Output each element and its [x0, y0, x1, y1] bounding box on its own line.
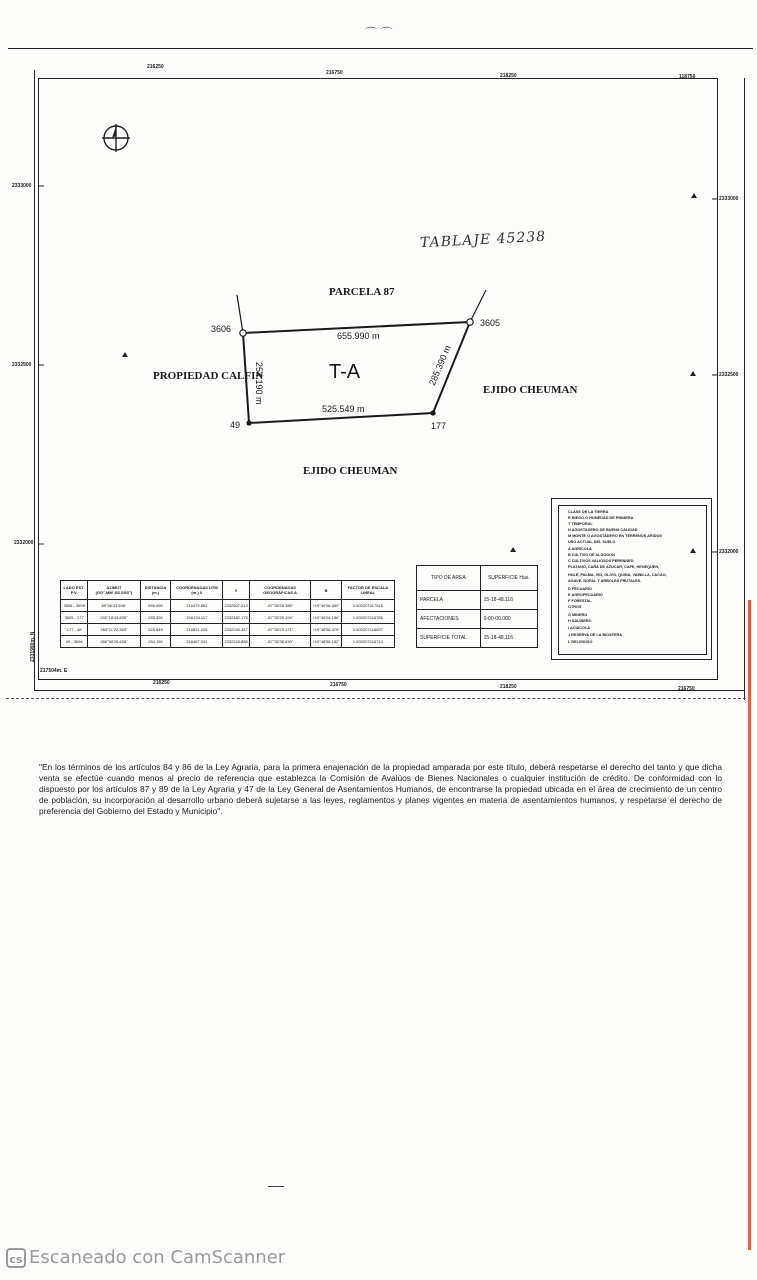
table-cell: 15-18-48.116 [480, 629, 537, 648]
table-cell: 356°58'26.628" [88, 636, 140, 648]
legend-line: OTROS [568, 605, 582, 609]
bottom-tick-label: 216750 [678, 686, 695, 692]
table-cell: 49 - 3606 [61, 636, 88, 648]
top-tick-label: 118750 [679, 74, 696, 80]
corner-coordinate-label: 217504m. E [40, 668, 68, 674]
right-tick-label: 2332500 [719, 372, 739, 378]
legend-line: AGAVE, NOPAL Y ARBOLES FRUTALES. [568, 579, 642, 583]
legend-inner-frame [558, 505, 707, 655]
table-cell: 2332507.013 [223, 600, 249, 612]
vertex-label-sw: 49 [230, 420, 241, 430]
area-label: T-A [329, 361, 361, 383]
side-length-east: 285.390 m [427, 343, 453, 387]
legend-line: H AGOSTADERO DE BUENA CALIDAD [568, 528, 638, 532]
legal-paragraph: "En los términos de los artículos 84 y 86 de la Ley Agraria, para la primera enajenación de la propiedad amparada por este título, deberá respetarse el derecho del tanto y que dicha venta se efectúe cuando menos al precio de referencia que establezca la Comisión de Avalúos de Bienes Nacionales o cualquier institución de crédito. De conformidad con lo dispuesto por los artículos 87 y 89 de la Ley Agraria y 47 de la Ley General de Asentamientos Humanos, de encontrarse la propiedad ubicada en el área de crecimiento de un centro de población, su incorporación al desarrollo urbano deberá sujetarse a las leyes, reglamentos y planes vigentes en materia de asentamientos humanos, y respetarse el derecho de preferencia del Gobierno del Estado y Municipio". [39, 762, 722, 816]
top-tick-label: 216750 [326, 70, 343, 76]
table-header-row [61, 581, 395, 600]
bottom-tick-label: 216750 [330, 682, 347, 688]
table-header: SUPERFICIE Has. [480, 566, 537, 591]
table-cell: 89°56'43.598" [88, 600, 140, 612]
legend-line: HULE, PALMA, VID, OLIVO, QUINA, VAINILLA, CACAO, [568, 573, 667, 577]
table-cell: 216134.117 [171, 612, 223, 624]
vertex-label-se: 177 [431, 421, 447, 431]
land-use-legend [551, 498, 712, 660]
legend-line: B CULTIVO DE ALGODON [568, 553, 615, 557]
table-cell: 2332240.447 [223, 624, 249, 636]
table-cell: +19°48'56.475" [311, 624, 341, 636]
table-cell: 1.000207416714 [341, 636, 394, 648]
table-cell: 525.549 [140, 624, 171, 636]
legend-line: F FORESTAL [568, 599, 592, 603]
table-header: Y [223, 581, 249, 600]
table-cell: -87°35'28.386" [249, 600, 311, 612]
left-tick-label: 2332000 [14, 540, 34, 546]
right-tick-label: 2332000 [719, 549, 739, 555]
table-cell: -87°35'23.171" [249, 624, 311, 636]
vertex-label-nw: 3606 [211, 324, 232, 334]
table-cell: 285.390 [140, 612, 171, 624]
legend-line: G MINERO [568, 613, 588, 617]
bottom-tick-label: 216250 [153, 680, 170, 686]
table-header-row [417, 566, 538, 591]
coordinates-table [60, 580, 395, 648]
legend-line: PLATANO, CAÑA DE AZUCAR, CAFE, HENEQUEN, [568, 565, 660, 569]
left-edge-coordinate-label: 2331990m. N [30, 631, 36, 662]
table-cell: -87°35'25.194" [249, 612, 311, 624]
side-length-north: 655.990 m [337, 331, 380, 341]
table-cell: 202°18'43.835" [88, 612, 140, 624]
legend-line: R RIEGO O HUMEDAD DE PRIMERA [568, 516, 634, 520]
table-cell: PARCELA [417, 591, 481, 610]
table-cell: 1.000207417515 [341, 600, 394, 612]
table-cell: 1.000207416786 [341, 612, 394, 624]
left-tick-label: 2333000 [12, 183, 32, 189]
table-cell: 655.990 [140, 600, 171, 612]
table-cell: 0-00-00.000 [480, 610, 537, 629]
top-tick-label: 216250 [147, 64, 164, 70]
table-cell: AFECTACIONES [417, 610, 481, 629]
table-cell: 2332482.175 [223, 612, 249, 624]
scan-mark [268, 1186, 284, 1187]
table-cell: 216821.225 [171, 624, 223, 636]
table-cell: 254.190 [140, 636, 171, 648]
table-cell: 3605 - 177 [61, 612, 88, 624]
legend-line: T TEMPORAL [568, 522, 593, 526]
table-row [417, 610, 538, 629]
side-length-south: 525.549 m [322, 404, 365, 414]
side-length-west: 254.190 m [254, 362, 264, 405]
table-row [417, 591, 538, 610]
table-header: COORDENADAS GEOGRÁFICAS A [249, 581, 311, 600]
table-cell: +19°49'06.652" [311, 600, 341, 612]
legend-line: J RESERVA DE LA BIOSFERA [568, 633, 623, 637]
right-tick-label: 2333000 [719, 196, 739, 202]
legend-line: I ACUICOLA [568, 626, 591, 630]
handwritten-annotation: TABLAJE 45238 [419, 228, 547, 252]
table-header: B [311, 581, 341, 600]
parcela-label: PARCELA 87 [329, 286, 395, 298]
table-cell: 269°11'22.363" [88, 624, 140, 636]
table-cell: 2332243.888 [223, 636, 249, 648]
table-header: TIPO DE AREA [417, 566, 481, 591]
table-header: AZIMUT (GG°,MM',SS.SSS") [88, 581, 140, 600]
east-boundary-label: EJIDO CHEUMAN [483, 384, 578, 396]
table-cell: 177 - 49 [61, 624, 88, 636]
legend-line: L RELIGIOSO [568, 640, 593, 644]
table-cell: -87°35'38.630" [249, 636, 311, 648]
table-cell: 1.000207416637 [341, 624, 394, 636]
document-edge [748, 600, 751, 1250]
table-cell: +19°49'04.186" [311, 612, 341, 624]
table-row [61, 636, 395, 648]
legend-line: M MONTE O AGOSTADERO EN TERRENOS ARIDOS [568, 534, 662, 538]
table-header: LADO EST-P.V. [61, 581, 88, 600]
vertex-label-ne: 3605 [480, 318, 501, 328]
legend-line: A AGRICOLA [568, 547, 592, 551]
legend-line: CLASE DE LA TIERRA [568, 510, 609, 514]
watermark-text: Escaneado con CamScanner [29, 1247, 286, 1268]
west-boundary-label: PROPIEDAD CALFIN [153, 370, 264, 382]
camscanner-logo-icon: cs [6, 1248, 26, 1268]
bottom-tick-label: 218250 [500, 684, 517, 690]
table-row [417, 629, 538, 648]
area-table [416, 565, 538, 648]
left-tick-label: 2332500 [12, 362, 32, 368]
table-header: FACTOR DE ESCALA LINEAL [341, 581, 394, 600]
table-header: COORDENADAS UTM (m.) X [171, 581, 223, 600]
legend-line: H SALINERO [568, 619, 592, 623]
table-row [61, 600, 395, 612]
table-cell: SUPERFICIE TOTAL [417, 629, 481, 648]
table-cell: 216479.862 [171, 600, 223, 612]
scan-mark: ⌒ ⌒ [365, 26, 393, 40]
legend-line: E AGROPECUARIO [568, 593, 603, 597]
table-cell: 3606 - 3605 [61, 600, 88, 612]
table-cell: 15-18-48.116 [480, 591, 537, 610]
top-tick-label: 218250 [500, 73, 517, 79]
south-boundary-label: EJIDO CHEUMAN [303, 465, 398, 477]
table-row [61, 624, 395, 636]
table-header: DISTANCIA (m.) [140, 581, 171, 600]
table-row [61, 612, 395, 624]
legend-line: C CULTIVOS VALIOSOS PERENNES: [568, 559, 635, 563]
camscanner-watermark [6, 1247, 285, 1268]
table-cell: +19°48'58.182" [311, 636, 341, 648]
legend-line: USO ACTUAL DEL SUELO [568, 540, 616, 544]
table-cell: 216467.041 [171, 636, 223, 648]
legend-line: D PECUARIO [568, 587, 592, 591]
